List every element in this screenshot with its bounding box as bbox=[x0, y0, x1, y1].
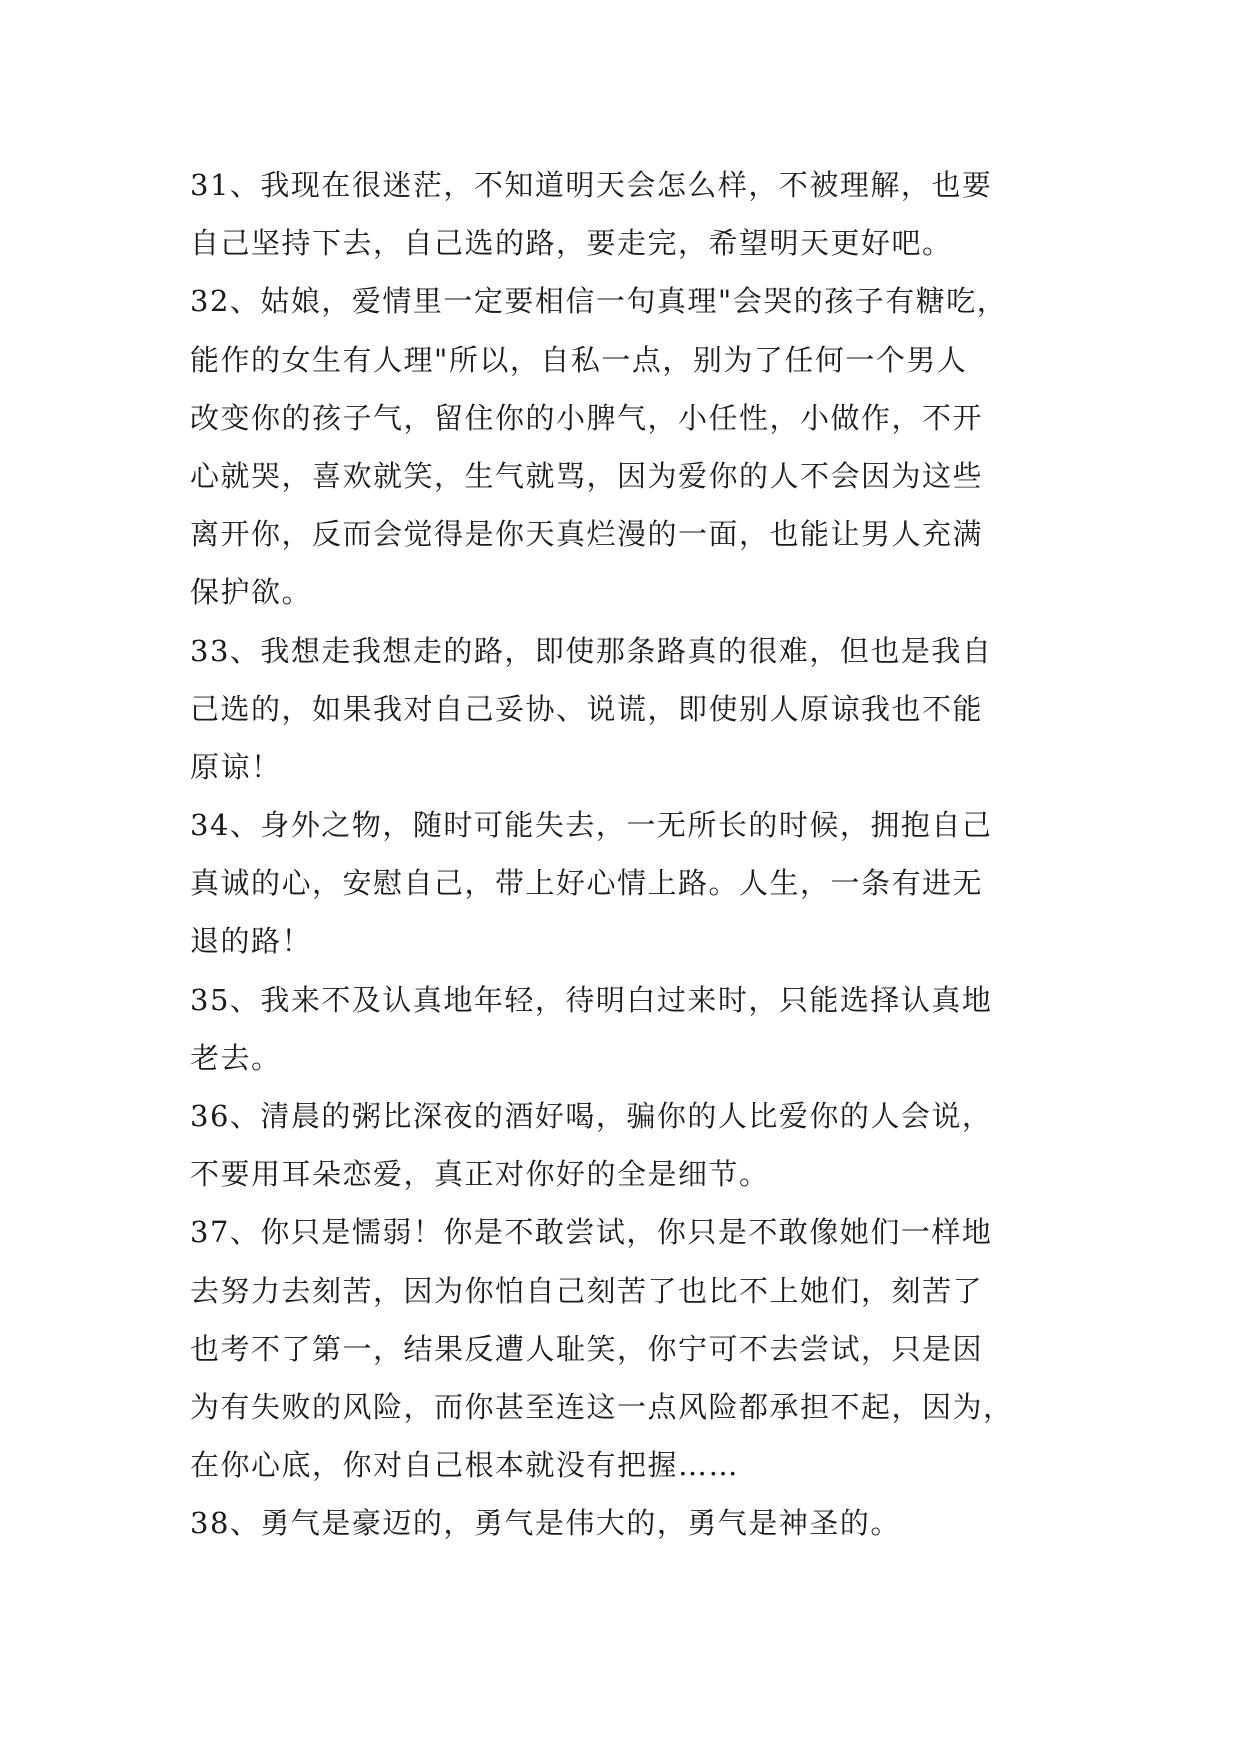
text-line: 原谅！ bbox=[190, 749, 282, 784]
text-line: 老去。 bbox=[190, 1040, 282, 1075]
text-line: 能作的女生有人理"所以，自私一点，别为了任何一个男人 bbox=[190, 342, 968, 377]
text-line: 不要用耳朵恋爱，真正对你好的全是细节。 bbox=[190, 1157, 770, 1192]
text-line: 为有失败的风险，而你甚至连这一点风险都承担不起，因为， bbox=[190, 1389, 1014, 1424]
text-line: 自己坚持下去，自己选的路，要走完，希望明天更好吧。 bbox=[190, 226, 953, 261]
text-line: 在你心底，你对自己根本就没有把握…… bbox=[190, 1448, 740, 1483]
document-body bbox=[190, 156, 1070, 1553]
text-line: 31、我现在很迷茫，不知道明天会怎么样，不被理解，也要 bbox=[190, 168, 993, 202]
text-line: 改变你的孩子气，留住你的小脾气，小任性，小做作，不开 bbox=[190, 400, 984, 435]
text-line: 退的路！ bbox=[190, 924, 313, 959]
text-line: 己选的，如果我对自己妥协、说谎，即使别人原谅我也不能 bbox=[190, 691, 984, 726]
text-line: 真诚的心，安慰自己，带上好心情上路。人生，一条有进无 bbox=[190, 866, 984, 901]
text-line: 心就哭，喜欢就笑，生气就骂，因为爱你的人不会因为这些 bbox=[190, 458, 984, 493]
text-line: 37、你只是懦弱！你是不敢尝试，你只是不敢像她们一样地 bbox=[190, 1215, 993, 1250]
text-line: 离开你，反而会觉得是你天真烂漫的一面，也能让男人充满 bbox=[190, 517, 984, 552]
text-line: 34、身外之物，随时可能失去，一无所长的时候，拥抱自己 bbox=[190, 808, 993, 843]
text-line: 去努力去刻苦，因为你怕自己刻苦了也比不上她们，刻苦了 bbox=[190, 1273, 984, 1308]
text-line: 保护欲。 bbox=[190, 575, 313, 610]
text-line: 36、清晨的粥比深夜的酒好喝，骗你的人比爱你的人会说， bbox=[190, 1099, 993, 1133]
text-line: 38、勇气是豪迈的，勇气是伟大的，勇气是神圣的。 bbox=[190, 1506, 901, 1541]
text-line: 也考不了第一，结果反遭人耻笑，你宁可不去尝试，只是因 bbox=[190, 1331, 984, 1366]
text-line: 32、姑娘，爱情里一定要相信一句真理"会哭的孩子有糖吃， bbox=[190, 284, 1008, 319]
text-line: 35、我来不及认真地年轻，待明白过来时，只能选择认真地 bbox=[190, 982, 993, 1017]
text-line: 33、我想走我想走的路，即使那条路真的很难，但也是我自 bbox=[190, 633, 993, 668]
